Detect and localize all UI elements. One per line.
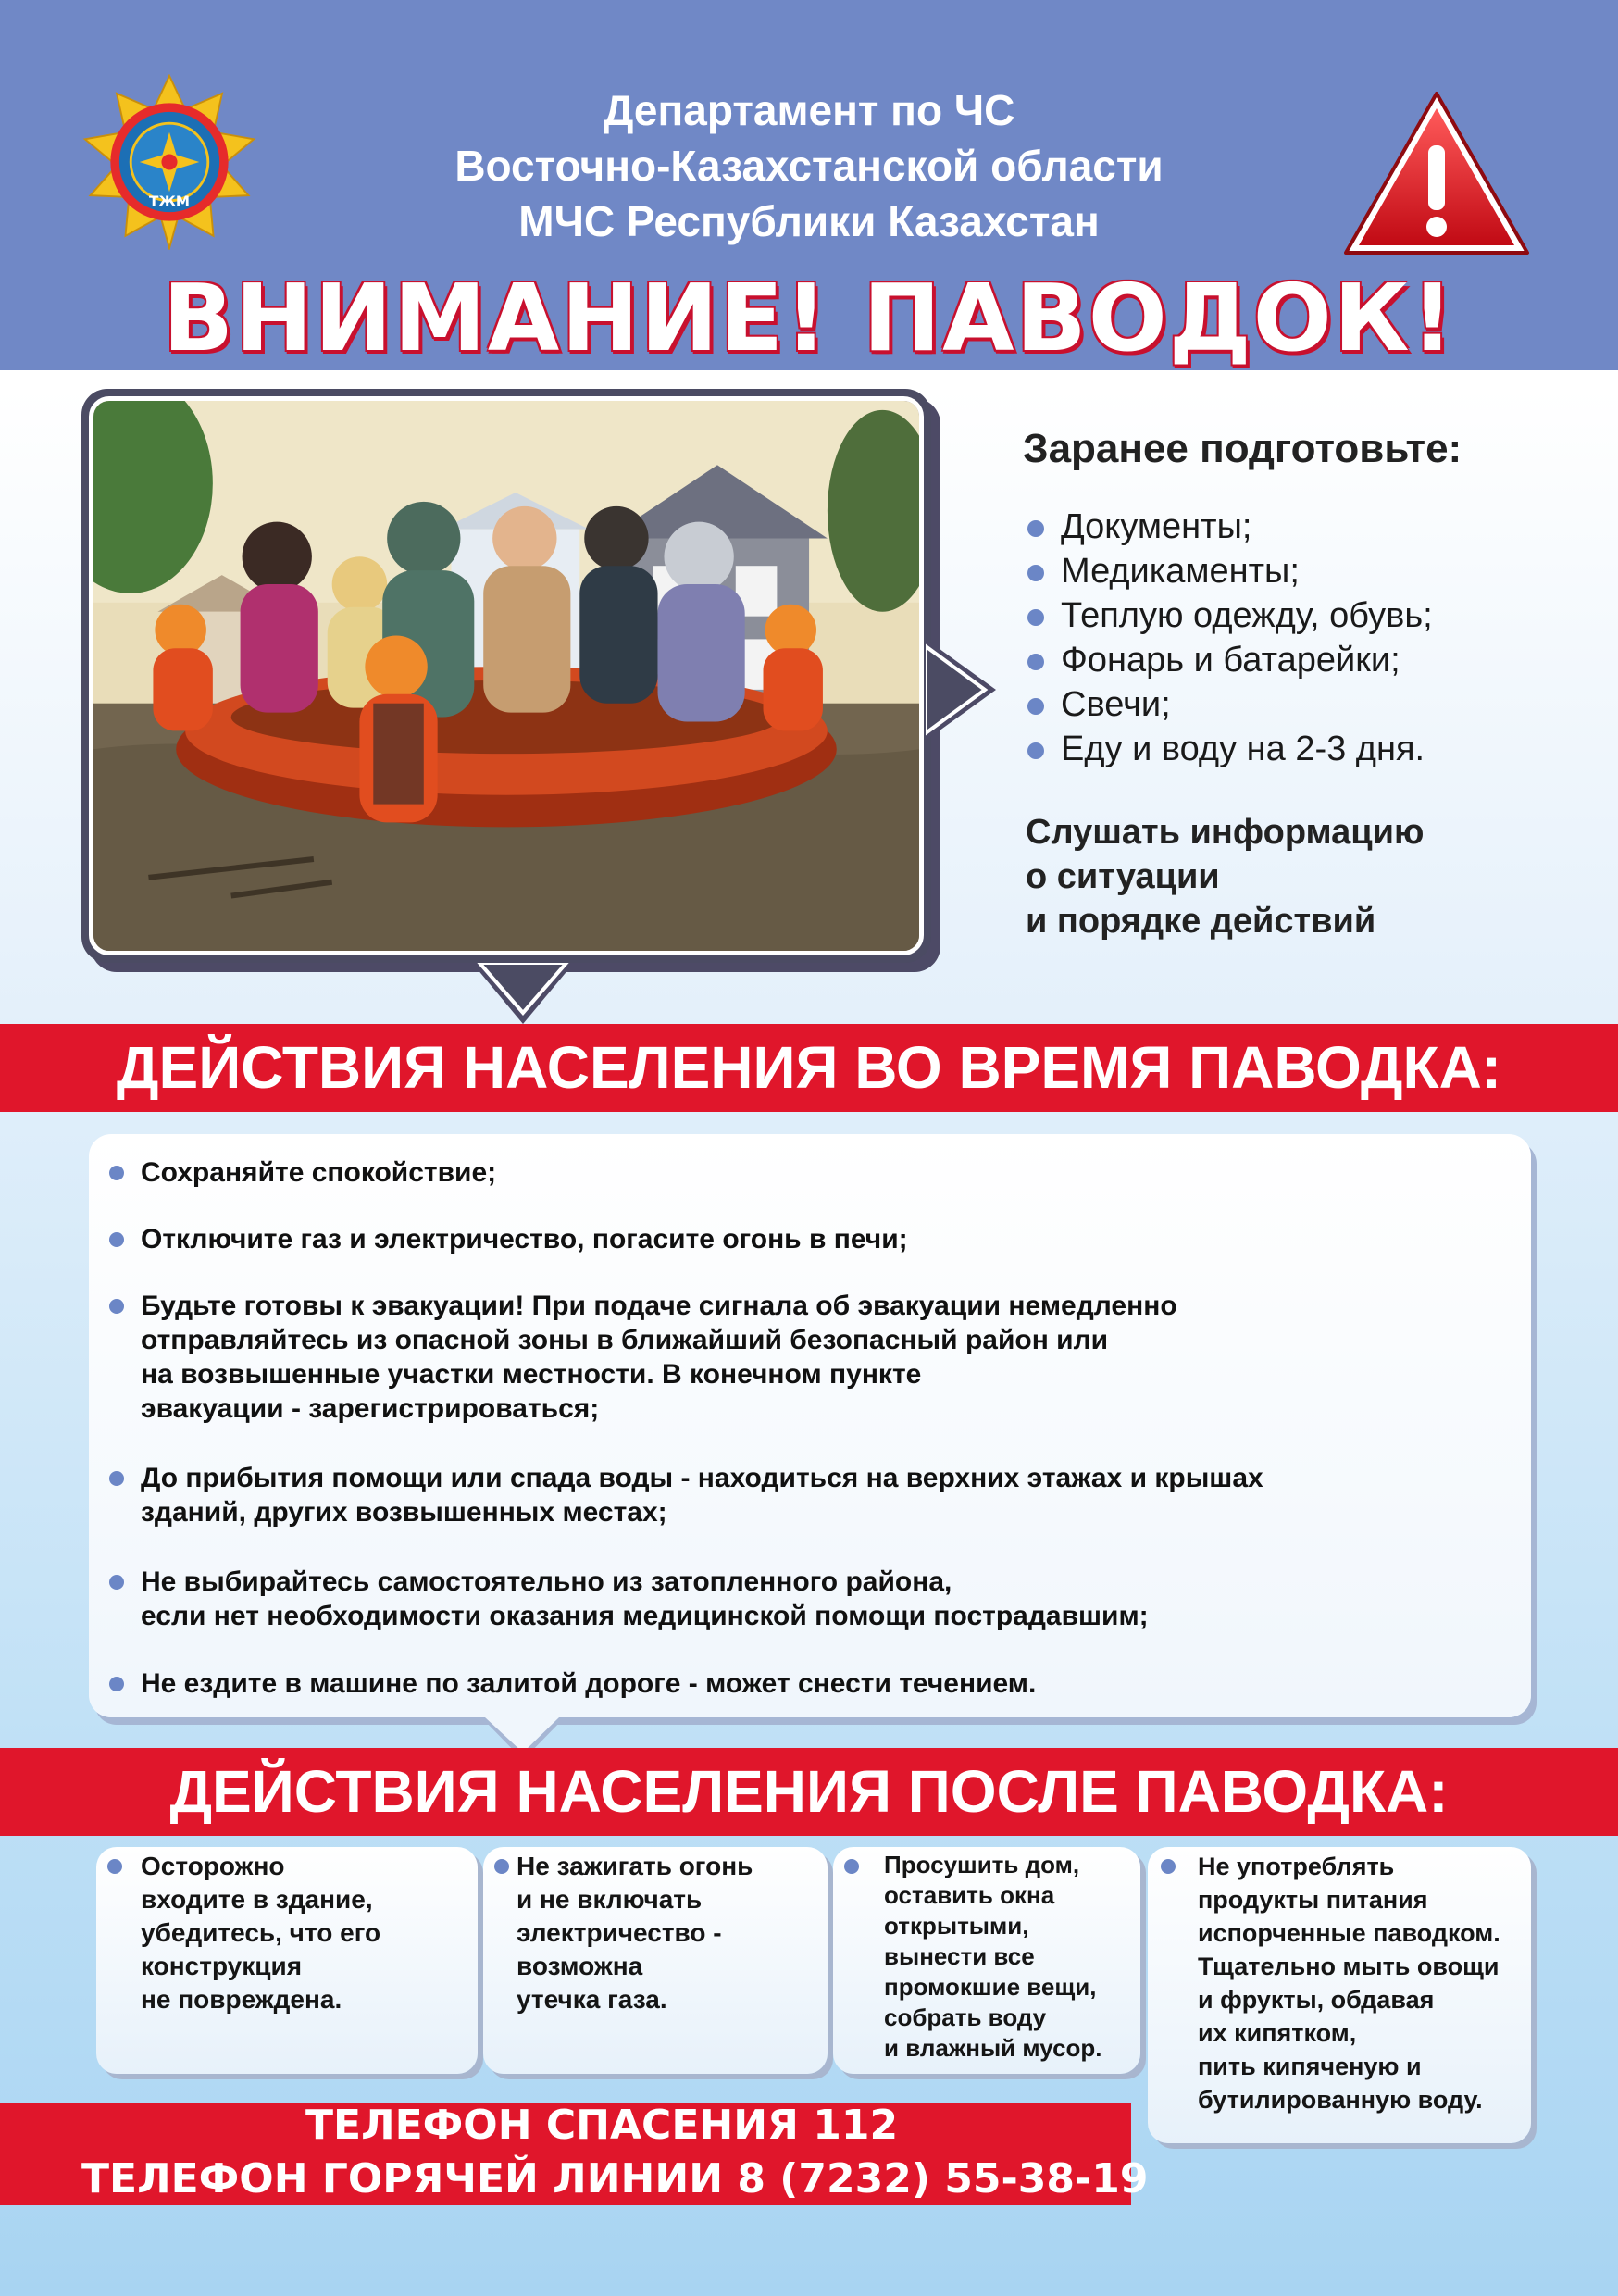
card-line: возможна bbox=[517, 1952, 643, 1980]
card-line: и не включать bbox=[517, 1885, 703, 1914]
during-item bbox=[109, 1155, 496, 1190]
card-line: утечка газа. bbox=[517, 1985, 667, 2014]
after-card-4-text bbox=[1198, 1850, 1500, 2116]
card-line: пить кипяченую и bbox=[1198, 2053, 1422, 2080]
department-line-2: Восточно-Казахстанской области bbox=[454, 142, 1164, 190]
illustration-frame bbox=[81, 389, 931, 963]
during-item-text: на возвышенные участки местности. В конечном пункте bbox=[141, 1359, 922, 1390]
card-line: и влажный мусор. bbox=[884, 2034, 1102, 2062]
prepare-item: Теплую одежду, обувь; bbox=[1027, 593, 1433, 638]
card-line: убедитесь, что его bbox=[141, 1918, 381, 1947]
after-card-3-text bbox=[884, 1850, 1102, 2064]
card-line: конструкция bbox=[141, 1952, 303, 1980]
card-line: продукты питания bbox=[1198, 1886, 1428, 1914]
exclamation-triangle-icon bbox=[1342, 88, 1532, 259]
card-line: открытыми, bbox=[884, 1912, 1029, 1940]
department-line-1: Департамент по ЧС bbox=[603, 86, 1015, 134]
card-line: промокшие вещи, bbox=[884, 1973, 1097, 2001]
prepare-item: Документы; bbox=[1027, 505, 1433, 549]
during-item-text: Не выбирайтесь самостоятельно из затопленного района, bbox=[141, 1566, 952, 1597]
prepare-list bbox=[1027, 505, 1433, 771]
emblem-label: ТЖМ bbox=[148, 193, 191, 210]
bullet-dot bbox=[109, 1166, 124, 1180]
during-item-text: Сохраняйте спокойствие; bbox=[141, 1157, 497, 1188]
card-line: входите в здание, bbox=[141, 1885, 373, 1914]
prepare-title: Заранее подготовьте: bbox=[1023, 426, 1462, 471]
callout-arrow-right bbox=[926, 639, 1000, 741]
card-line: бутилированную воду. bbox=[1198, 2086, 1483, 2114]
listen-line-2: о ситуации bbox=[1026, 857, 1220, 896]
card-line: не повреждена. bbox=[141, 1985, 342, 2014]
bullet-dot bbox=[109, 1575, 124, 1590]
during-item-text: Будьте готовы к эвакуации! При подаче сигнала об эвакуации немедленно bbox=[141, 1291, 1177, 1321]
prepare-item: Фонарь и батарейки; bbox=[1027, 638, 1433, 682]
bullet-dot bbox=[109, 1471, 124, 1486]
after-card-1-text bbox=[141, 1850, 380, 2016]
bullet-dot bbox=[109, 1677, 124, 1691]
card-line: Просушить дом, bbox=[884, 1851, 1080, 1878]
prepare-item: Свечи; bbox=[1027, 682, 1433, 727]
card-line: и фрукты, обдавая bbox=[1198, 1986, 1435, 2014]
during-item bbox=[109, 1222, 908, 1256]
card-line: собрать воду bbox=[884, 2003, 1047, 2031]
after-banner: ДЕЙСТВИЯ НАСЕЛЕНИЯ ПОСЛЕ ПАВОДКА: bbox=[0, 1748, 1618, 1836]
card-line: Не зажигать огонь bbox=[517, 1852, 753, 1880]
department-line-3: МЧС Республики Казахстан bbox=[518, 197, 1100, 245]
during-item-text: До прибытия помощи или спада воды - находиться на верхних этажах и крышах bbox=[141, 1463, 1263, 1493]
card-line: вынести все bbox=[884, 1942, 1035, 1970]
during-item bbox=[109, 1666, 1036, 1701]
bullet-dot bbox=[1161, 1859, 1176, 1874]
during-item bbox=[109, 1289, 1177, 1426]
card-line: испорченные паводком. bbox=[1198, 1919, 1500, 1947]
flood-rescue-illustration bbox=[89, 396, 924, 955]
bullet-dot bbox=[109, 1299, 124, 1314]
card-line: Не употреблять bbox=[1198, 1853, 1395, 1880]
during-item-text: Отключите газ и электричество, погасите огонь в печи; bbox=[141, 1224, 908, 1254]
during-item-text: зданий, других возвышенных местах; bbox=[141, 1497, 667, 1528]
card-line: оставить окна bbox=[884, 1881, 1055, 1909]
bullet-dot bbox=[844, 1859, 859, 1874]
bullet-dot bbox=[109, 1232, 124, 1247]
during-item bbox=[109, 1461, 1263, 1529]
hotline-phone: ТЕЛЕФОН ГОРЯЧЕЙ ЛИНИИ 8 (7232) 55-38-19 bbox=[81, 2155, 1149, 2202]
prepare-item: Еду и воду на 2-3 дня. bbox=[1027, 727, 1433, 771]
callout-arrow-down bbox=[472, 963, 574, 1028]
card-line: их кипятком, bbox=[1198, 2019, 1357, 2047]
listen-line-1: Слушать информацию bbox=[1026, 813, 1425, 852]
page-title: ВНИМАНИЕ! ПАВОДОК! bbox=[162, 264, 1456, 372]
during-item-text: Не ездите в машине по залитой дороге - может снести течением. bbox=[141, 1668, 1037, 1699]
listen-line-3: и порядке действий bbox=[1026, 902, 1376, 941]
after-card-2-text bbox=[517, 1850, 753, 2016]
card-line: электричество - bbox=[517, 1918, 722, 1947]
during-item-text: отправляйтесь из опасной зоны в ближайший безопасный район или bbox=[141, 1325, 1109, 1355]
rescue-phone: ТЕЛЕФОН СПАСЕНИЯ 112 bbox=[305, 2102, 899, 2149]
prepare-item: Медикаменты; bbox=[1027, 549, 1433, 593]
during-item-text: эвакуации - зарегистрироваться; bbox=[141, 1393, 600, 1424]
during-item-text: если нет необходимости оказания медицинской помощи пострадавшим; bbox=[141, 1601, 1149, 1631]
bullet-dot bbox=[494, 1859, 509, 1874]
during-item bbox=[109, 1565, 1149, 1633]
card-line: Осторожно bbox=[141, 1852, 285, 1880]
card-line: Тщательно мыть овощи bbox=[1198, 1953, 1500, 1980]
during-banner: ДЕЙСТВИЯ НАСЕЛЕНИЯ ВО ВРЕМЯ ПАВОДКА: bbox=[0, 1024, 1618, 1112]
bullet-dot bbox=[107, 1859, 122, 1874]
